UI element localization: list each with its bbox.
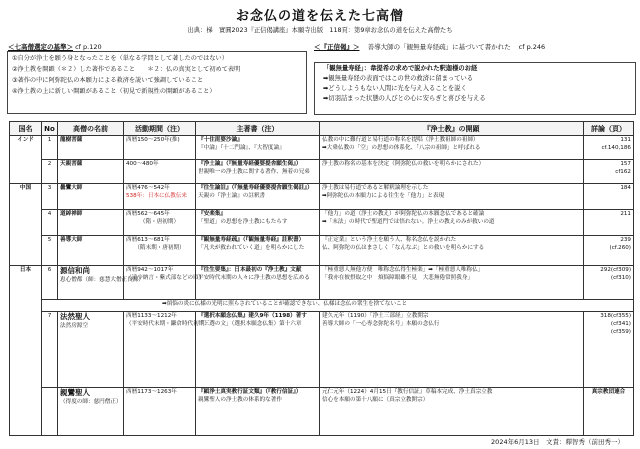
source-line: 出典：梯 實圓2023『正信偈講座』本願寺出版 118頁：第9章お念仏の道を伝えた高僧たち xyxy=(187,27,453,34)
page-line xyxy=(586,312,631,336)
page-cell xyxy=(584,160,634,184)
cell-line: 239 xyxy=(620,237,631,243)
criteria-item: ④浄土教の上に新しい開顕があること（初見で新規性の開顕があること） xyxy=(12,88,216,95)
works-line xyxy=(198,388,317,404)
period-note: （隋・唐初期） xyxy=(139,219,180,225)
name-text: 法然聖人 xyxy=(60,312,90,321)
works-cell xyxy=(196,312,320,388)
cell-line: 318(cf355) xyxy=(600,313,631,319)
cell-line: 浄土教は易行道であると解釈論理を示した xyxy=(322,185,429,191)
table-row xyxy=(10,266,634,300)
kaiken-line xyxy=(322,136,581,152)
col-header: No xyxy=(42,122,58,136)
name-note: 法然房源空 xyxy=(60,323,88,329)
kaiken-cell xyxy=(320,388,584,436)
cell-line: 「我亦在彼摂取之中 煩悩障眼雖不見 大悲無倦常照我身」 xyxy=(322,275,474,281)
period-text: 西暦613〜681年 xyxy=(126,237,170,243)
criteria-item: ①自分が浄土を願う身となったことを（単なる学問として著したのではない） xyxy=(12,55,228,62)
period-note: （清少納言・紫式部などの頃） xyxy=(126,275,205,281)
period-text: 西暦1133〜1212年 xyxy=(126,313,177,319)
no-cell: 1 xyxy=(42,136,58,160)
page-cell xyxy=(584,136,634,160)
kaiken-cell xyxy=(320,210,584,236)
page-cell xyxy=(584,236,634,266)
name-text: 親鸞聖人 xyxy=(60,388,90,397)
cell-line: 「他力」の道（浄土の教え）が阿弥陀仏の本願念仏であると確論 xyxy=(322,211,485,217)
works-cell xyxy=(196,266,320,300)
no-cell xyxy=(42,388,58,436)
kaiken-line xyxy=(322,184,581,200)
cell-line: 『顕浄土真実教行証文類』（『教行信証』） xyxy=(198,389,302,395)
note-row xyxy=(10,300,634,312)
seven-masters-table xyxy=(9,121,634,436)
shoshinge-box xyxy=(314,62,636,115)
cell-line: 平安時代末期の人々に浄土教の思想を広める xyxy=(198,275,310,281)
name-note: 恵心僧都（師：慈慧大僧正良源） xyxy=(60,277,144,283)
cell-line: 仏教の中に難行道と易行道の称名を提唱（浄土教祖師の祖師） xyxy=(322,137,479,143)
cell-line: 元仁元年（1224）4月15日『教行信証』草稿本完成、浄土真宗立教 xyxy=(322,389,493,395)
page-cell: 211 xyxy=(584,210,634,236)
name-cell: 曇鸞大師 xyxy=(58,184,124,210)
works-line xyxy=(198,184,317,200)
cell-line: (cf.260) xyxy=(609,245,631,251)
cell-line: cf.140,186 xyxy=(601,145,631,151)
col-header: 国名 xyxy=(10,122,42,136)
cell-line: 「凡夫が救われていく道」を明らかにした xyxy=(198,245,305,251)
col-header: 詳論（頁） xyxy=(584,122,634,136)
page-line xyxy=(586,236,631,252)
page-line xyxy=(586,160,631,176)
name-cell: 龍樹菩薩 xyxy=(58,136,124,160)
cell-line: 親鸞聖人の浄土教の体系的な著作 xyxy=(198,397,282,403)
kaiken-line xyxy=(322,266,581,282)
cell-line: 『十住毘婆沙論』 xyxy=(198,137,243,143)
cell-line: 『往生論註』（『無量寿経優婆提舎願生偈註』） xyxy=(198,185,313,191)
table-row xyxy=(10,236,634,266)
page-cell xyxy=(584,266,634,300)
cell-line: 『往生要集』：日本最初の『浄土教』文献 xyxy=(198,267,302,273)
page-cell: 184 xyxy=(584,184,634,210)
cell-line: 建久元年（1190）「浄土三部経」立教開宗 xyxy=(322,313,429,319)
footer-author: 2024年6月13日 文責：釋智秀（前田秀一） xyxy=(491,438,624,446)
col-header: 活動期間（注） xyxy=(124,122,196,136)
period-text: 西暦942〜1017年 xyxy=(126,267,174,273)
shoshinge-heading: ＜『正信偈』＞ 善導大師の「観無量寿経疏」に基づいて書かれた cf p.246 xyxy=(314,43,546,51)
name-cell: 道綽禅師 xyxy=(58,210,124,236)
works-cell xyxy=(196,236,320,266)
works-cell xyxy=(196,210,320,236)
kaiken-cell xyxy=(320,136,584,160)
criteria-box xyxy=(7,51,307,114)
cell-line: 「聖道」の思想を浄土教にもたらす xyxy=(198,219,288,225)
table-row xyxy=(10,184,634,210)
page-cell: 真宗教団連合 xyxy=(584,388,634,436)
cell-line: 『正定業』という浄土を願う人、称名念仏を説かれた xyxy=(322,237,457,243)
table-row xyxy=(10,136,634,160)
cell-line: 『安楽集』 xyxy=(198,211,226,217)
no-cell: 7 xyxy=(42,312,58,388)
cell-line: 天親の『浄土論』の註釈書 xyxy=(198,193,266,199)
period-note: （平安時代末期・鎌倉時代初期） xyxy=(126,321,210,327)
shoshinge-line: ➡どうしようもない人間に光を与え入ることを説く xyxy=(323,85,467,92)
table-row xyxy=(10,388,634,436)
name-note: （得度の師：慈円僧正） xyxy=(60,399,122,405)
region-cell: 中国 xyxy=(10,184,42,266)
no-cell: 5 xyxy=(42,236,58,266)
cell-line: 善導大師の「一心専念弥陀名号」本願の念仏行 xyxy=(322,321,440,327)
col-header: 主著書（注） xyxy=(196,122,320,136)
cell-line: cf162 xyxy=(615,169,631,175)
cell-line: 131 xyxy=(620,137,631,143)
name-cell xyxy=(58,266,144,300)
kaiken-cell: 浄土教の称名の基本を決定（阿弥陀仏の救いを明らかにされた） xyxy=(320,160,584,184)
col-header: 高僧の名前 xyxy=(58,122,124,136)
name-cell: 天親菩薩 xyxy=(58,160,124,184)
works-line xyxy=(198,160,317,176)
period-cell xyxy=(124,312,210,388)
period-text: 西暦562〜645年 xyxy=(126,211,170,217)
works-line xyxy=(198,266,317,282)
period-cell xyxy=(124,236,196,266)
page-line xyxy=(586,136,631,152)
page-cell xyxy=(584,312,634,388)
col-header: 『浄土教』の開顕 xyxy=(320,122,584,136)
no-cell: 6 xyxy=(42,266,58,300)
cell-line: 信心を本願の第十八願に（真宗立教開宗） xyxy=(322,397,429,403)
kaiken-cell xyxy=(320,312,584,388)
works-cell xyxy=(196,160,320,184)
period-cell: 400〜480年 xyxy=(124,160,196,184)
period-cell xyxy=(124,210,196,236)
shoshinge-subheading: 「観無量寿経」：韋提希の求めで説かれた釈迦様のお経 xyxy=(323,65,478,72)
period-cell: 西暦150〜250年(推) xyxy=(124,136,196,160)
works-cell xyxy=(196,136,320,160)
cell-line: (cf341) xyxy=(610,321,631,327)
cell-line: 世親唯一の浄土教に関する著作、無着の兄弟 xyxy=(198,169,310,175)
criteria-heading: ＜七高僧選定の基準＞ cf p.120 xyxy=(8,43,102,51)
cell-line: 『選択本願念仏集』建久9年（1198）著す xyxy=(198,313,307,319)
cell-line: ➡「末法」の時代で聖道門では悟れない。浄土の教えのみが救いの道 xyxy=(322,219,495,225)
period-cell: 西暦1173〜1263年 xyxy=(124,388,196,436)
kaiken-cell xyxy=(320,266,584,300)
kaiken-line xyxy=(322,312,581,328)
name-cell xyxy=(58,312,124,388)
kaiken-line xyxy=(322,388,581,404)
criteria-item: ③著作の中に阿弥陀仏の本願力による救済を説いて強調していること xyxy=(12,77,204,84)
period-text: 西暦476〜542年 xyxy=(126,185,170,191)
kaiken-line xyxy=(322,210,581,226)
shoshinge-line: ➡観無量寿経の表面ではこの世の救済に留まっている xyxy=(323,75,474,82)
cell-line: (cf310) xyxy=(610,275,631,281)
region-cell: インド xyxy=(10,136,42,184)
period-cell xyxy=(124,184,196,210)
period-note: （隋末期・唐初期） xyxy=(134,245,185,251)
name-cell xyxy=(58,388,124,436)
name-cell: 善導大師 xyxy=(58,236,124,266)
shoshinge-line: ➡切羽詰まった状態の人びとの心に安らぎと喜びを与える xyxy=(323,95,486,102)
cell-line: (cf359) xyxy=(610,329,631,335)
kaiken-cell xyxy=(320,236,584,266)
cell-line: 『浄土論』（『無量寿経優婆提舎願生偈』） xyxy=(198,161,302,167)
page-line xyxy=(586,266,631,282)
table-row xyxy=(10,312,634,388)
cell-line: ➡阿弥陀仏の本願力による往生を「他力」と表現 xyxy=(322,193,445,199)
cell-line: 「三選の文」（選択本願念仏集）第十六章 xyxy=(198,321,302,327)
works-line xyxy=(198,210,317,226)
region-cell: 日本 xyxy=(10,266,42,436)
period-note: 538年：日本に仏教伝来 xyxy=(126,193,188,199)
name-text: 源信和尚 xyxy=(60,266,90,275)
cell-line: ➡大乗仏教の「空」の思想の体系化、「八宗の祖師」と呼ばれる xyxy=(322,145,481,151)
cell-line: 仏、阿弥陀の仏はまさしく「なんなぶ」との救いを明らかにする xyxy=(322,245,485,251)
cell-line: 「極重悪人無他方便 唯称念仏得生極楽」➡「極重悪人唯称仏」 xyxy=(322,267,484,273)
cell-line: 『観無量寿経疏』（『観無量寿経』註釈書） xyxy=(198,237,305,243)
page-title: お念仏の道を伝えた七高僧 xyxy=(235,9,404,24)
cell-line: 『中論』『十二門論』、『大智度論』 xyxy=(198,145,285,151)
table-row xyxy=(10,160,634,184)
no-cell: 4 xyxy=(42,210,58,236)
table-header-row xyxy=(10,122,634,136)
works-line xyxy=(198,236,317,252)
table-row xyxy=(10,210,634,236)
no-cell: 3 xyxy=(42,184,58,210)
cell-line: 292(cf309) xyxy=(600,267,631,273)
kaiken-line xyxy=(322,236,581,252)
criteria-item: ②浄土教を開顕（＊２）した著作であること ＊２：仏の真実として初めて表明 xyxy=(12,66,241,73)
note-cell: ➡煩悩の炎に仏様の光明に照らされていることが確認できない、仏様は念仏の衆生を捨てないこと xyxy=(42,300,634,312)
cell-line: 157 xyxy=(620,161,631,167)
works-cell xyxy=(196,388,320,436)
no-cell: 2 xyxy=(42,160,58,184)
works-cell xyxy=(196,184,320,210)
works-line xyxy=(198,136,317,152)
works-line xyxy=(198,312,317,328)
kaiken-cell xyxy=(320,184,584,210)
